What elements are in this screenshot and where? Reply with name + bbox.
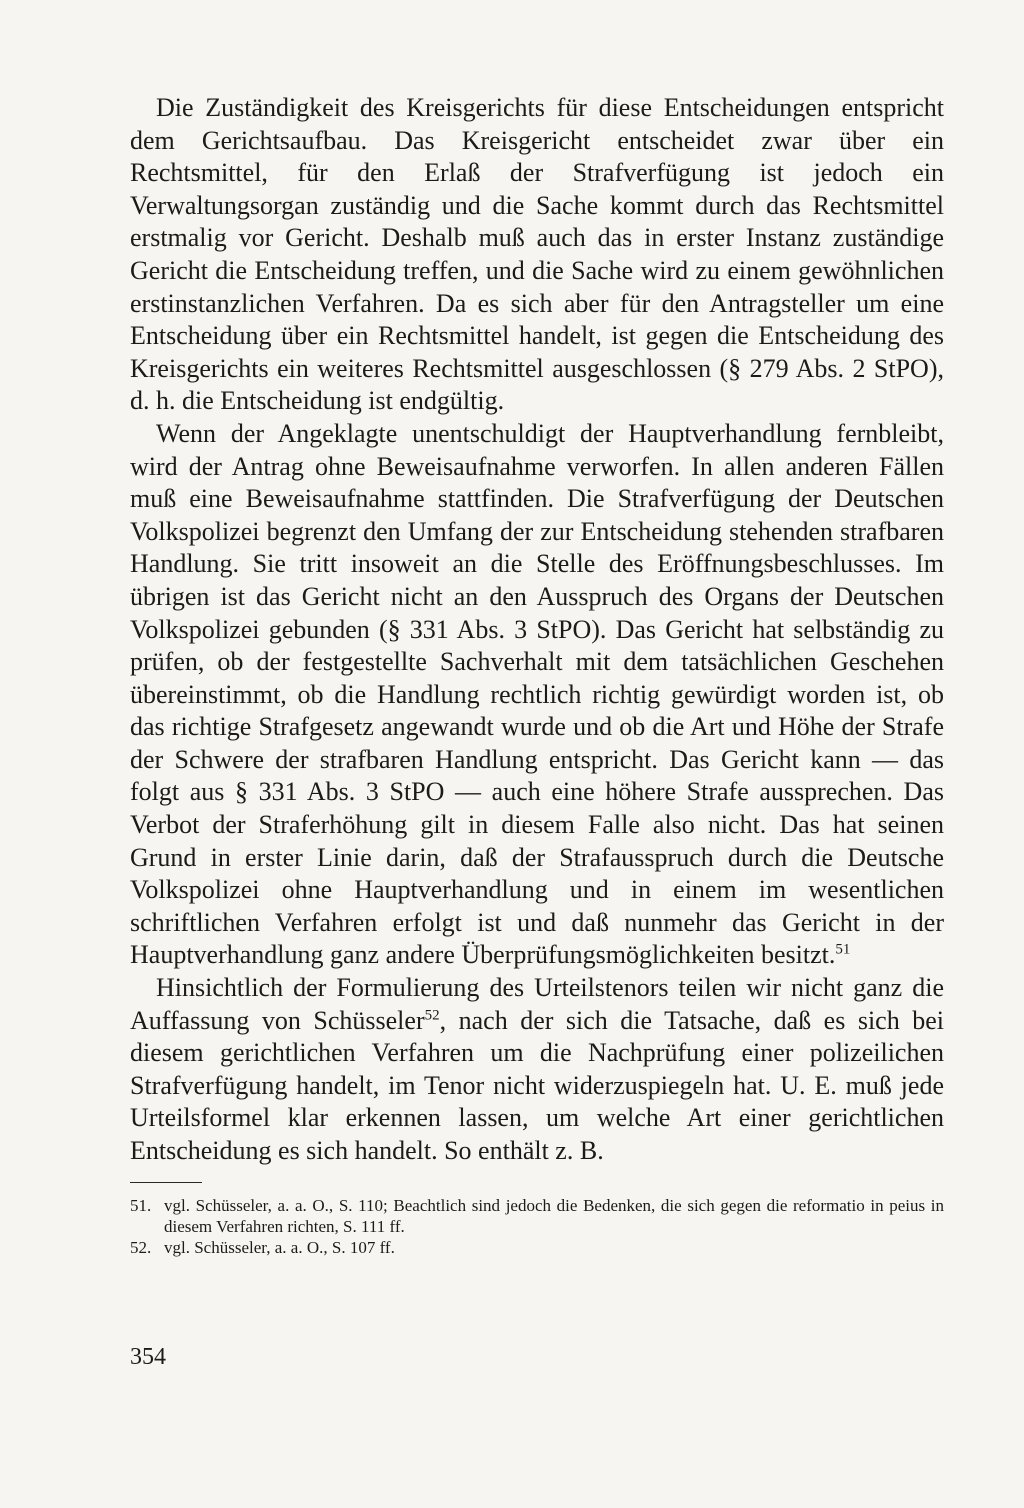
footnote-52 — [130, 1237, 944, 1258]
page-number: 354 — [130, 1344, 166, 1370]
paragraph-3 — [130, 972, 944, 1168]
paragraph-2-text: Wenn der Angeklagte unentschuldigt der Hauptverhandlung fernbleibt, wird der Antrag ohne Beweisaufnahme verworfen. In allen anderen Fällen muß eine Beweisaufnahme stattfinden. Die Strafverfügung der Deutschen Volkspolizei begrenzt den Umfang der zur Entscheidung stehenden strafbaren Handlung. Sie tritt insoweit an die Stelle des Eröffnungsbeschlusses. Im übrigen ist das Gericht nicht an den Ausspruch des Organs der Deutschen Volkspolizei gebunden (§ 331 Abs. 3 StPO). Das Gericht hat selbständig zu prüfen, ob der festgestellte Sachverhalt mit dem tatsächlichen Geschehen übereinstimmt, ob die Handlung rechtlich richtig gewürdigt worden ist, ob das richtige Strafgesetz angewandt wurde und ob die Art und Höhe der Strafe der Schwere der strafbaren Handlung entspricht. Das Gericht kann — das folgt aus § 331 Abs. 3 StPO — auch eine höhere Strafe aussprechen. Das Verbot der Straferhöhung gilt in diesem Falle also nicht. Das hat seinen Grund in erster Linie darin, daß der Strafausspruch durch die Deutsche Volkspolizei ohne Hauptverhandlung und in einem im wesentlichen schriftlichen Verfahren erfolgt ist und daß nunmehr das Gericht in der Hauptverhandlung ganz andere Überprüfungsmöglichkeiten besitzt. — [130, 418, 944, 970]
footnote-51-text: vgl. Schüsseler, a. a. O., S. 110; Beachtlich sind jedoch die Bedenken, die sich gegen die reformatio in peius in diesem Verfahren richten, S. 111 ff. — [164, 1195, 944, 1236]
footnote-ref-52[interactable]: 52 — [424, 1006, 440, 1023]
footnote-51 — [130, 1195, 944, 1237]
footnote-51-number: 51. — [130, 1195, 152, 1215]
paragraph-3-text-end: , nach der sich die Tatsache, daß es sich bei diesem gerichtlichen Verfahren um die Nachprüfung einer polizeilichen Strafverfügung handelt, im Tenor nicht widerzuspiegeln hat. U. E. muß jede Urteilsformel klar erkennen lassen, um welche Art einer gerichtlichen Entscheidung es sich handelt. So enthält z. B. — [130, 1005, 944, 1165]
footnote-divider — [130, 1182, 202, 1183]
footnote-52-number: 52. — [130, 1237, 152, 1257]
paragraph-1-text: Die Zuständigkeit des Kreisgerichts für diese Entscheidungen entspricht dem Gerichtsaufbau. Das Kreisgericht entscheidet zwar über ein Rechtsmittel, für den Erlaß der Strafverfügung ist jedoch ein Verwaltungsorgan zuständig und die Sache kommt durch das Rechtsmittel erstmalig vor Gericht. Deshalb muß auch das in erster Instanz zuständige Gericht die Entscheidung treffen, und die Sache wird zu einem gewöhnlichen erstinstanzlichen Verfahren. Da es sich aber für den Antragsteller um eine Entscheidung über ein Rechtsmittel handelt, ist gegen die Entscheidung des Kreisgerichts ein weiteres Rechtsmittel ausgeschlossen (§ 279 Abs. 2 StPO), d. h. die Entscheidung ist endgültig. — [130, 93, 944, 416]
page-body — [130, 92, 944, 1258]
footnote-ref-51[interactable]: 51 — [835, 941, 851, 958]
paragraph-3-text-start: Hinsichtlich der Formulierung des Urteilstenors teilen wir nicht ganz die Auffassung von Schüsseler — [130, 973, 944, 1035]
paragraph-2 — [130, 418, 944, 972]
paragraph-1 — [130, 92, 944, 418]
footnote-52-text: vgl. Schüsseler, a. a. O., S. 107 ff. — [164, 1237, 395, 1257]
